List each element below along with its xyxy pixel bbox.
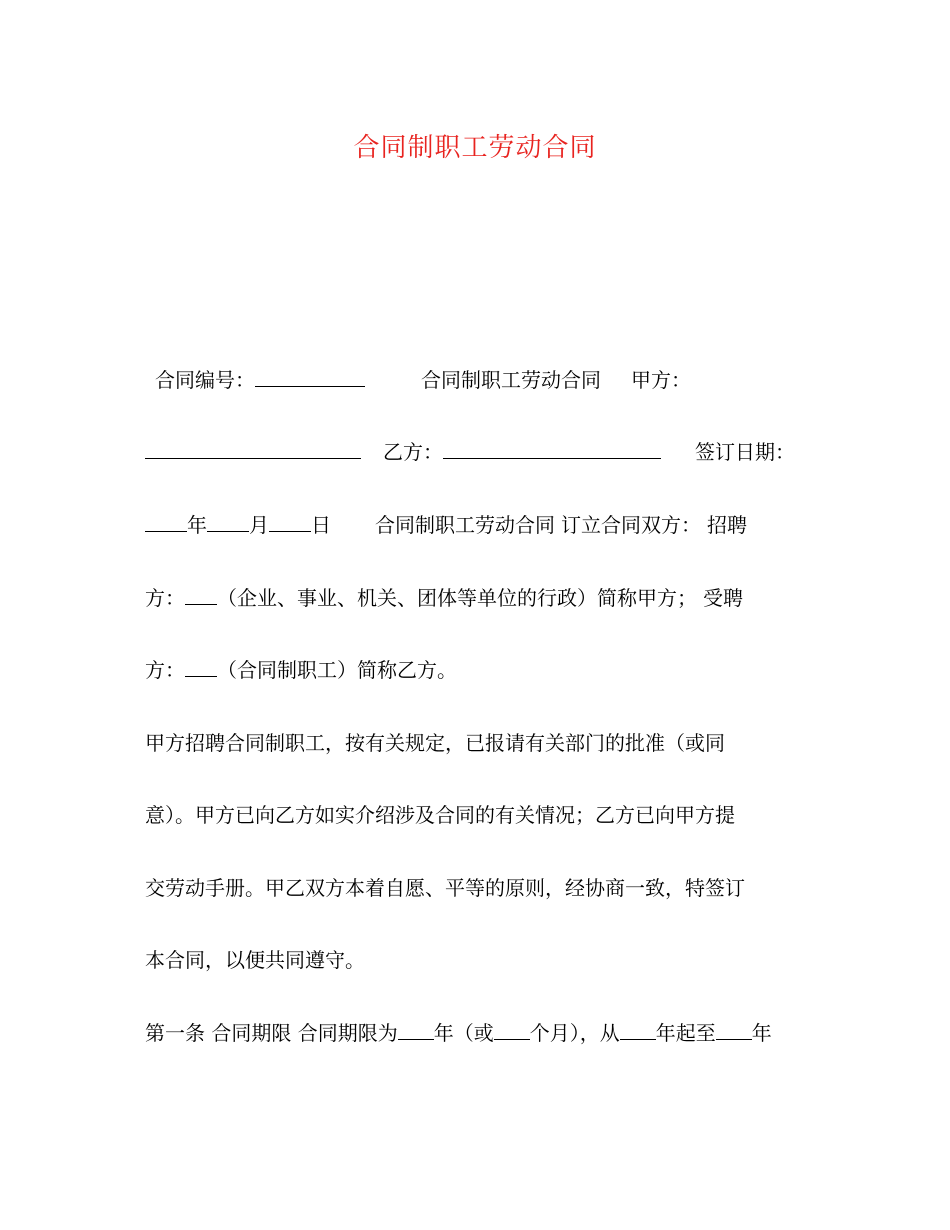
employer-prefix: 方： [145, 586, 185, 610]
year-label: 年 [187, 513, 207, 537]
paragraph-line: 本合同，以便共同遵守。 [145, 948, 365, 972]
year-blank [145, 511, 187, 532]
party-a-label: 甲方： [631, 368, 691, 392]
end-year-label: 年 [751, 1021, 772, 1045]
sign-date-label: 签订日期： [695, 440, 795, 464]
parties-intro: 订立合同双方： [561, 513, 701, 537]
date-line [145, 511, 825, 539]
contract-title-inline: 合同制职工劳动合同 [421, 368, 601, 392]
party-b-label: 乙方： [383, 440, 443, 464]
employer-text: （企业、事业、机关、团体等单位的行政）简称甲方； [217, 586, 697, 610]
start-year-label: 年起至 [655, 1021, 716, 1045]
party-a-blank [145, 438, 361, 459]
employer-line [145, 584, 825, 612]
header-line-1 [155, 366, 835, 394]
employee-text: （合同制职工）简称乙方。 [217, 658, 457, 682]
employer-label: 招聘 [707, 513, 747, 537]
employee-line [145, 656, 825, 684]
paragraph-line: 意）。甲方已向乙方如实介绍涉及合同的有关情况；乙方已向甲方提 [145, 803, 735, 827]
contract-number-blank [255, 366, 365, 387]
document-title: 合同制职工劳动合同 [353, 133, 597, 163]
paragraph-line: 甲方招聘合同制职工，按有关规定，已报请有关部门的批准（或同 [145, 731, 725, 755]
start-year-blank [620, 1019, 656, 1040]
term-month-blank [494, 1019, 530, 1040]
term-year-blank [398, 1019, 434, 1040]
contract-number-label: 合同编号： [155, 368, 255, 392]
day-blank [269, 511, 311, 532]
contract-title-inline-2: 合同制职工劳动合同 [375, 513, 555, 537]
party-b-blank [443, 438, 661, 459]
employee-prefix: 方： [145, 658, 185, 682]
employee-blank [185, 656, 217, 677]
term-month-label: 个月），从 [529, 1021, 620, 1045]
employee-label: 受聘 [703, 586, 743, 610]
term-year-label: 年（或 [433, 1021, 494, 1045]
article-one-heading: 第一条 合同期限 合同期限为 [145, 1021, 398, 1045]
month-label: 月 [249, 513, 269, 537]
day-label: 日 [311, 513, 331, 537]
header-line-2 [145, 438, 825, 466]
paragraph-line: 交劳动手册。甲乙双方本着自愿、平等的原则，经协商一致，特签订 [145, 876, 745, 900]
employer-blank [185, 584, 217, 605]
article-one-line [145, 1019, 825, 1047]
month-blank [207, 511, 249, 532]
end-year-blank [716, 1019, 752, 1040]
